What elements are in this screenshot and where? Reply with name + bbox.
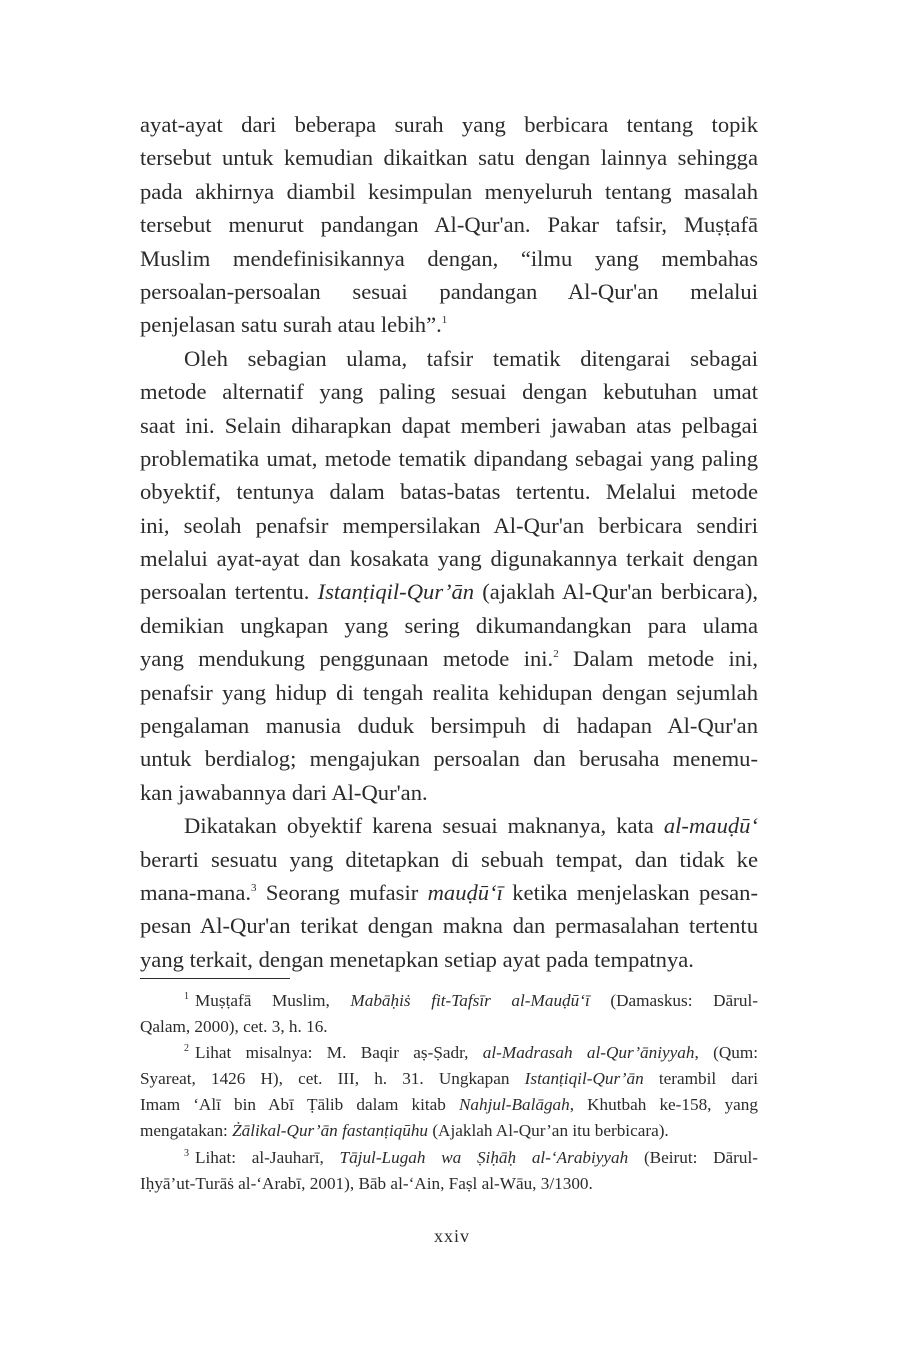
footnote-ref: 2 [553,648,559,661]
footnote-separator [140,978,290,979]
footnote-line [140,1014,758,1040]
line-text: penafsir yang hidup di tengah realita kehidupan dengan sejumlah [140,679,758,705]
line-text: melalui ayat-ayat dan kosakata yang digunakannya terkait dengan [140,546,758,572]
text-line [140,208,758,241]
text-line [140,375,758,408]
line-text: persoalan-persoalan sesuai pandangan Al-Qur'an melalui [140,278,758,304]
text-line [140,108,758,141]
footnote-title: Istanṭiqil-Qur’ān [524,1069,644,1089]
text-line [140,475,758,508]
line-text: obyektif, tentunya dalam batas-batas tertentu. Melalui metode [140,479,758,505]
footnote-3 [140,1145,758,1197]
footnote-ref: 3 [251,881,257,894]
footnote-text: Lihat: al-Jauharī, [195,1147,340,1167]
line-text: untuk berdialog; mengajukan persoalan dan berusaha menemu- [140,746,758,772]
line-text: pengalaman manusia duduk bersimpuh di hadapan Al-Qur'an [140,713,758,739]
main-text [140,108,758,976]
line-text: Seorang mufasir [256,879,428,905]
line-text: saat ini. Selain diharapkan dapat memberi jawaban atas pelbagai [140,412,758,438]
line-text: demikian ungkapan yang sering dikumandangkan para ulama [140,612,758,638]
text-line [140,943,758,976]
footnotes [140,988,758,1197]
text-line [140,409,758,442]
footnote-text: , Khutbah ke-158, yang [569,1095,758,1115]
footnote-text: Iḥyā’ut-Turāṡ al-‘Arabī, 2001), Bāb al-‘Ain, Faṣl al-Wāu, 3/1300. [140,1173,593,1193]
footnote-text: Lihat misalnya: M. Baqir aṣ-Ṣadr, [195,1043,483,1063]
text-line [140,242,758,275]
footnote-text: Muṣṭafā Muslim, [195,991,351,1010]
italic-term: Istanṭiqil-Qur’ān [317,579,475,605]
footnote-title: Mabāḥiṡ fit-Tafsīr al-Mauḍū‘ī [350,991,590,1010]
footnote-title: Żālikal-Qur’ān fastanṭiqūhu [232,1121,429,1141]
footnote-number: 1 [184,991,189,1002]
text-line [140,642,758,675]
italic-term: al-mauḍū‘ [663,813,758,839]
line-text: metode alternatif yang paling sesuai dengan kebutuhan umat [140,379,758,405]
footnote-line [140,1145,758,1171]
line-text: kan jawabannya dari Al-Qur'an. [140,779,428,805]
footnote-text: (Beirut: Dārul- [628,1147,758,1167]
line-text: yang mendukung penggunaan metode ini. [140,646,554,672]
footnote-1 [140,988,758,1040]
line-text: persoalan tertentu. [140,579,318,605]
text-line [140,141,758,174]
line-text: ketika menjelaskan pesan- [502,879,759,905]
footnote-number: 2 [184,1043,189,1055]
text-line [140,709,758,742]
footnote-title: Nahjul-Balāgah [458,1095,570,1115]
footnote-ref: 1 [441,314,448,327]
text-line [140,575,758,608]
line-text: tersebut untuk kemudian dikaitkan satu dengan lainnya sehingga [140,145,758,171]
italic-term: mauḍū‘ī [427,879,503,905]
line-text: mana-mana. [140,879,252,905]
text-line [140,876,758,909]
footnote-number: 3 [184,1147,189,1159]
line-text: berarti sesuatu yang ditetapkan di sebuah tempat, dan tidak ke [140,846,758,872]
text-line [140,509,758,542]
footnote-text: mengatakan: [140,1121,233,1141]
text-line [140,542,758,575]
footnote-title: Tājul-Lugah wa Ṣiḥāḥ al-‘Arabiyyah [339,1147,629,1167]
line-text: Muslim mendefinisikannya dengan, “ilmu yang membahas [140,245,758,271]
footnote-text: (Damaskus: Dārul- [589,991,759,1010]
text-line [140,909,758,942]
footnote-line [140,1092,758,1118]
page-number: xxiv [433,1226,470,1246]
line-text: tersebut menurut pandangan Al-Qur'an. Pakar tafsir, Muṣṭafā [140,212,758,238]
line-text: Oleh sebagian ulama, tafsir tematik ditengarai sebagai [184,345,758,371]
line-text: ayat-ayat dari beberapa surah yang berbicara tentang topik [140,112,758,137]
line-text: ini, seolah penafsir mempersilakan Al-Qur'an berbicara sendiri [140,512,758,538]
footnote-text: Imam ‘Alī bin Abī Ṭālib dalam kitab [140,1095,459,1115]
line-text: Dikatakan obyektif karena sesuai maknanya, kata [184,813,664,839]
footnote-line [140,988,758,1014]
line-text: pada akhirnya diambil kesimpulan menyeluruh tentang masalah [140,178,758,204]
footnote-line [140,1066,758,1092]
text-line [140,809,758,842]
footnote-line [140,1040,758,1066]
line-text: Dalam metode ini, [558,646,759,672]
text-line [140,442,758,475]
line-text: problematika umat, metode tematik dipandang sebagai yang paling [140,445,758,471]
footnote-line [140,1171,758,1197]
text-line [140,308,758,341]
line-text: penjelasan satu surah atau lebih”. [140,312,442,338]
footnote-text: Syareat, 1426 H), cet. III, h. 31. Ungkapan [140,1069,525,1089]
line-text: pesan Al-Qur'an terikat dengan makna dan permasalahan tertentu [140,913,758,939]
footnote-2 [140,1040,758,1144]
text-line [140,609,758,642]
line-text: yang terkait, dengan menetapkan setiap ayat pada tempatnya. [140,946,694,972]
footnote-line [140,1118,758,1144]
text-line [140,676,758,709]
text-line [140,175,758,208]
text-line [140,776,758,809]
footnote-title: al-Madrasah al-Qur’āniyyah [482,1043,695,1063]
text-line [140,275,758,308]
footnote-text: terambil dari [643,1069,758,1089]
text-line [140,742,758,775]
footnote-text: , (Qum: [694,1043,758,1063]
line-text: (ajaklah Al-Qur'an berbicara), [474,579,758,605]
text-line [140,843,758,876]
footnote-text: Qalam, 2000), cet. 3, h. 16. [140,1017,328,1037]
footnote-text: (Ajaklah Al-Qur’an itu berbicara). [428,1121,669,1141]
text-line [140,342,758,375]
